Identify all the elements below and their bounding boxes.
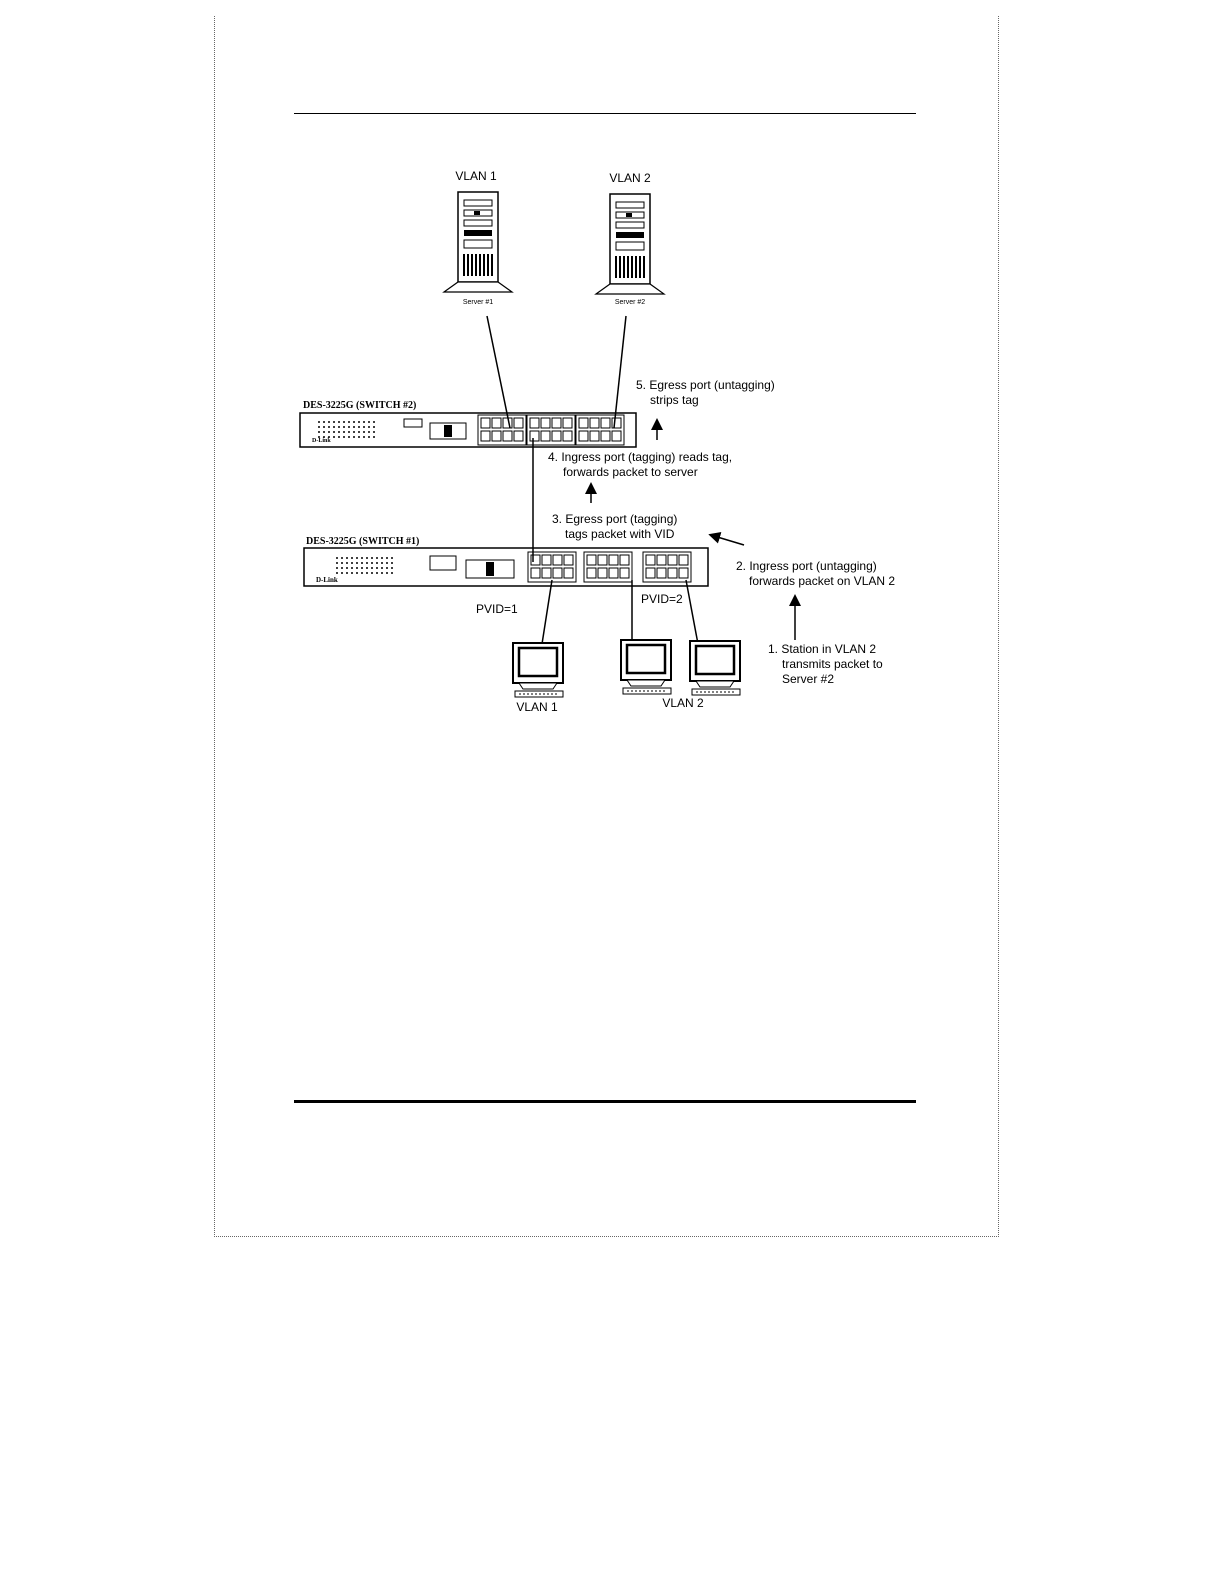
switch2-logo: D-Link [312,438,331,444]
step3-annotation [552,512,677,541]
step1-line2: transmits packet to [782,657,883,671]
step2-line1: 2. Ingress port (untagging) [736,559,877,573]
step3-line1: 3. Egress port (tagging) [552,512,678,526]
step2-annotation [736,559,895,588]
station-vlan2-label: VLAN 2 [662,696,704,710]
step5-annotation [636,378,775,407]
cable-server2 [614,316,626,428]
station-vlan2b-icon [690,641,740,695]
cable-server1 [487,316,510,428]
server2-label: Server #2 [614,299,646,306]
step5-line2: strips tag [650,393,699,407]
switch1-icon [304,548,708,586]
station-vlan2a-icon [621,640,671,694]
step3-line2: tags packet with VID [565,527,675,541]
server1-icon [444,192,512,292]
step1-annotation [768,642,883,686]
step1-line3: Server #2 [782,672,835,686]
step1-line1: 1. Station in VLAN 2 [768,642,877,656]
server2-icon [596,194,664,294]
step5-line1: 5. Egress port (untagging) [636,378,775,392]
step4-line1: 4. Ingress port (tagging) reads tag, [548,450,733,464]
cable-station-vlan1 [542,580,552,644]
switch1-logo: D-Link [316,576,338,584]
arrow-step3-icon [714,536,744,545]
step2-line2: forwards packet on VLAN 2 [749,574,896,588]
switch2-label: DES-3225G (SWITCH #2) [303,400,417,411]
pvid-right-label: PVID=2 [641,592,683,606]
station-vlan1-label: VLAN 1 [516,700,558,714]
server1-label: Server #1 [462,299,494,306]
server1-vlan-label: VLAN 1 [455,169,497,183]
station-vlan1-icon [513,643,563,697]
cable-station-vlan2b [686,580,698,644]
step4-annotation [548,450,732,479]
server2-vlan-label: VLAN 2 [609,171,651,185]
step4-line2: forwards packet to server [563,465,698,479]
switch2-icon [300,413,636,447]
switch1-label: DES-3225G (SWITCH #1) [306,536,420,547]
pvid-left-label: PVID=1 [476,602,518,616]
